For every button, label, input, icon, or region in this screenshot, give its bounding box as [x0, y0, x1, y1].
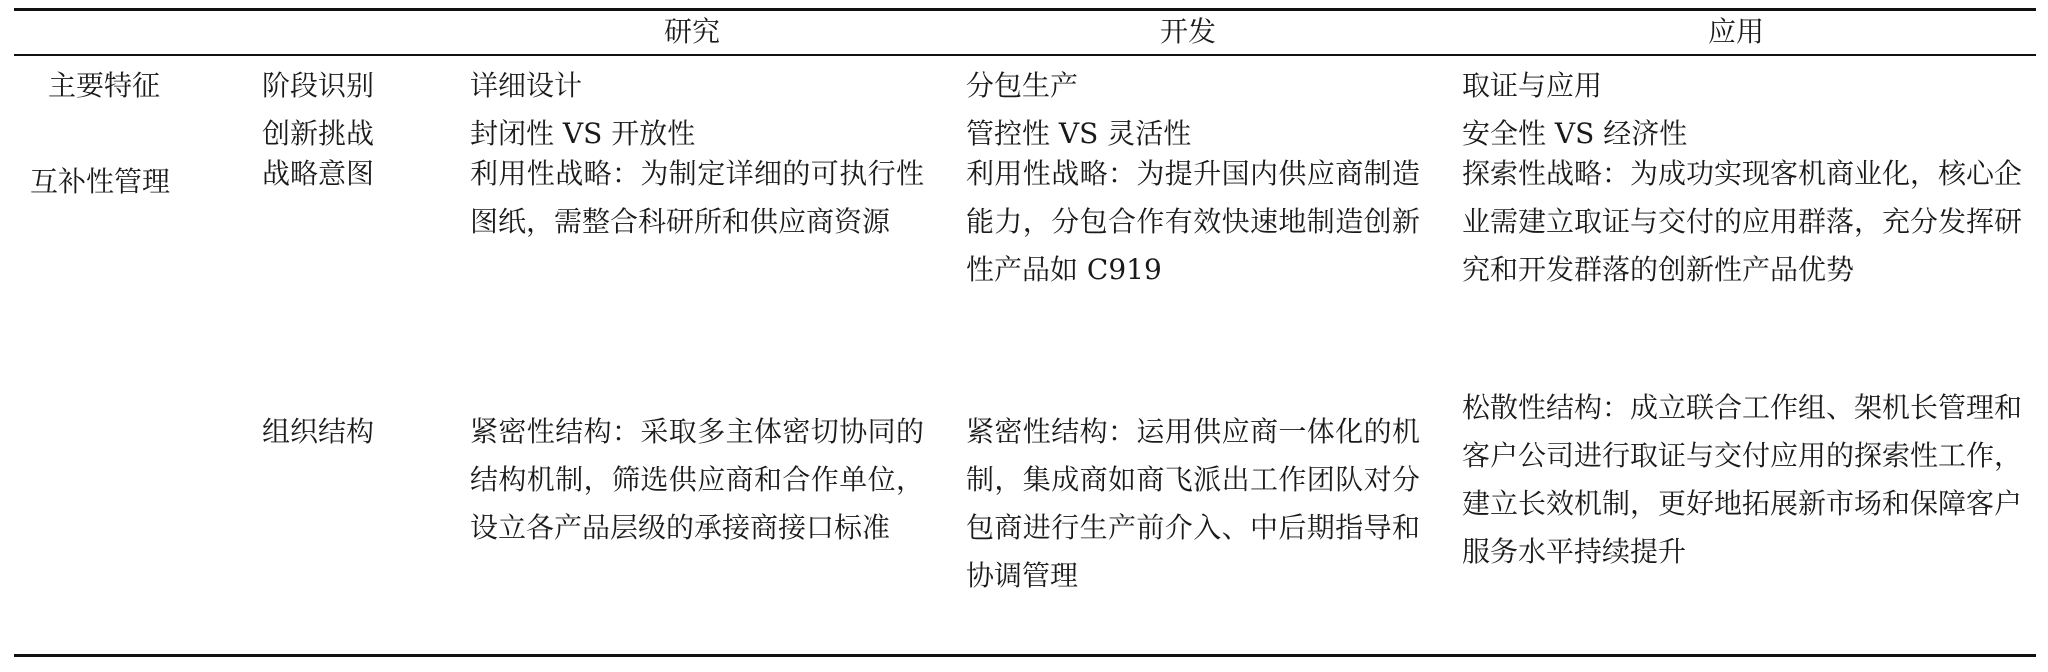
- dimension-challenge: 创新挑战: [262, 117, 375, 150]
- dimension-stage: 阶段识别: [262, 69, 375, 102]
- challenge-apply: 安全性 VS 经济性: [1462, 117, 1688, 150]
- intent-develop: 利用性战略：为提升国内供应商制造能力，分包合作有效快速地制造创新性产品如 C919: [966, 157, 1420, 286]
- stage-research: 详细设计: [470, 69, 583, 102]
- header-apply: 应用: [1708, 15, 1765, 48]
- stage-apply: 取证与应用: [1462, 69, 1603, 102]
- table-bottom-rule: [14, 654, 2036, 657]
- header-develop: 开发: [1160, 15, 1217, 48]
- dimension-structure: 组织结构: [262, 415, 375, 448]
- row-label-main-features: 主要特征: [48, 69, 161, 102]
- header-research: 研究: [664, 15, 721, 48]
- dimension-intent: 战略意图: [262, 157, 375, 190]
- stage-develop: 分包生产: [966, 69, 1079, 102]
- table-header-rule: [14, 54, 2036, 56]
- row-label-complementary-management: 互补性管理: [30, 165, 171, 198]
- structure-apply: 松散性结构：成立联合工作组、架机长管理和客户公司进行取证与交付应用的探索性工作，建立长效机制，更好地拓展新市场和保障客户服务水平持续提升: [1462, 391, 2023, 568]
- intent-research: 利用性战略：为制定详细的可执行性图纸，需整合科研所和供应商资源: [470, 157, 924, 238]
- intent-apply: 探索性战略：为成功实现客机商业化，核心企业需建立取证与交付的应用群落，充分发挥研究和开发群落的创新性产品优势: [1462, 157, 2023, 286]
- challenge-develop: 管控性 VS 灵活性: [966, 117, 1192, 150]
- structure-research: 紧密性结构：采取多主体密切协同的结构机制，筛选供应商和合作单位，设立各产品层级的承接商接口标准: [470, 415, 924, 544]
- challenge-research: 封闭性 VS 开放性: [470, 117, 696, 150]
- structure-develop: 紧密性结构：运用供应商一体化的机制，集成商如商飞派出工作团队对分包商进行生产前介入、中后期指导和协调管理: [966, 415, 1420, 592]
